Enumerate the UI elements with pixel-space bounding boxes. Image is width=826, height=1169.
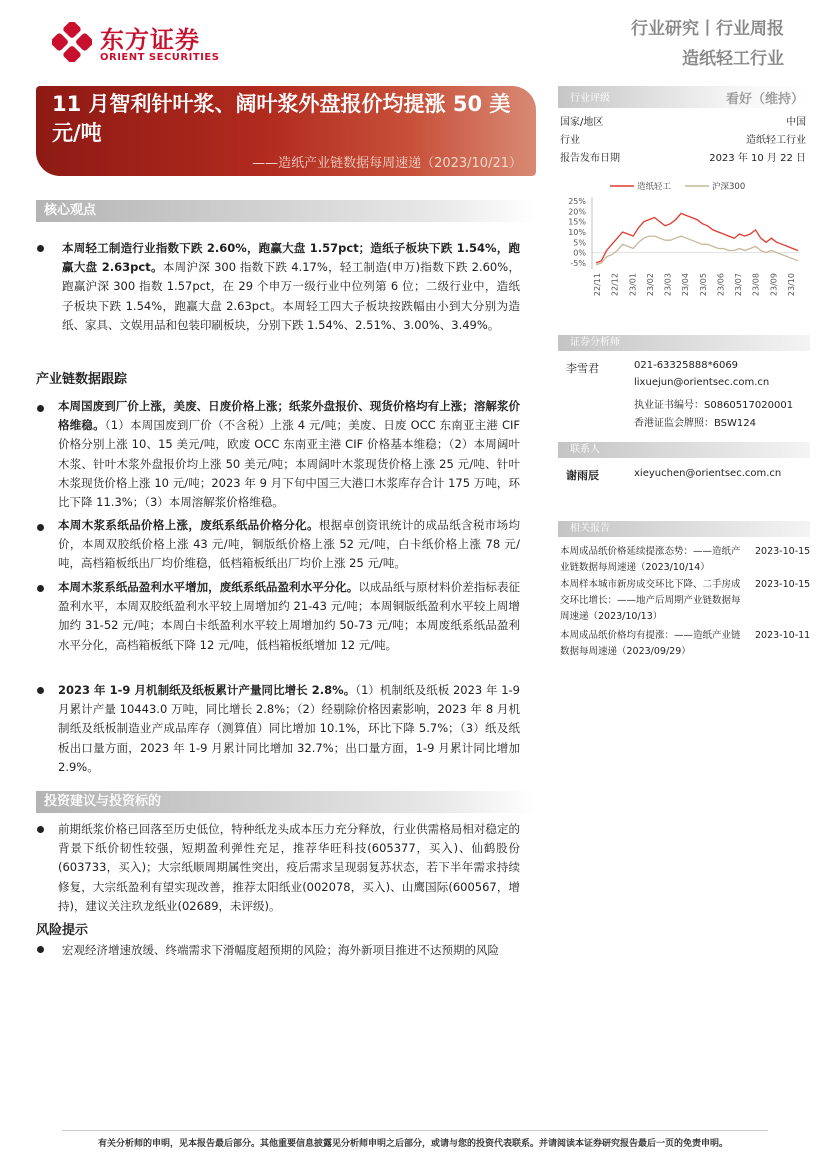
related-report-date: 2023-10-15 (755, 579, 811, 590)
legend-label: 造纸轻工 (637, 182, 672, 192)
risk-heading: 风险提示 (36, 923, 89, 938)
x-tick-label: 23/10 (787, 273, 796, 297)
analyst-cert: 执业证书编号：S0860517020001 (634, 400, 794, 411)
rating-value: 看好（维持） (725, 92, 804, 107)
analyst-bar: 证券分析师 (558, 335, 810, 351)
chain-item-4-text: （1）机制纸及纸板 2023 年 1-9 月累计产量 10443.0 万吨，同比增长 2.8%；（2）经剔除价格因素影响，2023 年 8 月机制纸及纸板制造业产成品库存（测算值）同比增加 10.1%，环比下降 5.7%；（3）纸及纸板出口量方面，2023 年 1-9 月累计同比增加 32.7%；出口量方面，1-9 月累计同比增加 2.9%。 (58, 683, 520, 774)
x-tick-label: 23/05 (698, 273, 708, 297)
x-tick-label: 23/06 (716, 273, 726, 297)
x-tick-label: 22/12 (610, 273, 620, 297)
report-subtitle: ——造纸产业链数据每周速递（2023/10/21） (252, 156, 522, 171)
index-performance-chart (560, 175, 810, 320)
chain-item-3-text: 以成品纸与原材料价差指标表征盈利水平，本周双胶纸盈利水平较上周增加约 21-43 元/吨；本周铜版纸盈利水平较上周增加约 31-52 元/吨；本周白卡纸盈利水平较上周增加约 50-73 元/吨；本周废纸系纸品盈利水平分化，高档箱板纸下降 12 元/吨，低档箱板纸增加 12 元/吨。 (58, 580, 521, 652)
brand-name: 东方证券 (100, 26, 200, 54)
core-lead: 本周轻工制造行业指数下跌 2.60%，跑赢大盘 1.57pct；造纸子板块下跌 1.54%，跑赢大盘 2.63pct。 (62, 241, 520, 275)
y-tick-label: 5% (573, 238, 586, 248)
x-tick-label: 23/08 (751, 273, 761, 297)
x-tick-label: 23/02 (645, 273, 655, 297)
section-core-view: 核心观点 (36, 200, 536, 222)
footer-divider (62, 1130, 768, 1131)
y-tick-label: 25% (568, 197, 586, 207)
chain-item-3 (58, 578, 520, 655)
y-tick-label: 10% (568, 227, 586, 237)
y-tick-label: -5% (570, 258, 586, 268)
analyst-email: lixuejun@orientsec.com.cn (634, 377, 770, 388)
section-investment: 投资建议与投资标的 (36, 791, 536, 813)
bullet-icon (37, 585, 44, 592)
legend-label: 沪深300 (712, 182, 746, 192)
bullet-icon (37, 687, 44, 694)
y-tick-label: 15% (568, 217, 586, 227)
chain-item-3-lead: 本周木浆系纸品盈利水平增加，废纸系纸品盈利水平分化。 (58, 580, 359, 594)
brand-name-en: ORIENT SECURITIES (100, 52, 220, 63)
chain-item-1-lead: 本周国废到厂价上涨，美废、日废价格上涨；纸浆外盘报价、现货价格均有上涨；溶解浆价格维稳。 (58, 399, 520, 433)
x-tick-label: 23/04 (681, 273, 691, 297)
x-tick-label: 23/09 (769, 273, 779, 297)
related-bar: 相关报告 (558, 521, 810, 537)
x-tick-label: 22/11 (593, 273, 602, 297)
bullet-icon (37, 524, 44, 531)
chain-item-2-lead: 本周木浆系纸品价格上涨，废纸系纸品价格分化。 (58, 518, 319, 532)
related-report-date: 2023-10-15 (755, 546, 811, 557)
related-report-date: 2023-10-11 (755, 630, 811, 641)
info-key: 报告发布日期 (560, 153, 620, 164)
x-tick-label: 23/07 (734, 273, 744, 297)
title-banner (36, 86, 536, 176)
report-type: 行业研究丨行业周报 (631, 19, 784, 39)
contact-email: xieyuchen@orientsec.com.cn (634, 468, 782, 479)
rating-bar (558, 86, 810, 108)
footer-disclaimer: 有关分析师的申明，见本报告最后部分。其他重要信息披露见分析师申明之后部分，或请与您的投资代表联系。并请阅读本证券研究报告最后一页的免责申明。 (97, 1139, 728, 1149)
analyst-hk-license: 香港证监会牌照：BSW124 (634, 418, 757, 429)
y-tick-label: 0% (573, 248, 586, 258)
bullet-icon (37, 826, 44, 833)
bullet-icon (37, 405, 44, 412)
chain-item-2-text: 根据卓创资讯统计的成品纸含税市场均价，本周双胶纸价格上涨 43 元/吨，铜版纸价格上涨 52 元/吨，白卡纸价格上涨 78 元/吨，高档箱板纸出厂均价维稳，低档箱板纸出厂均价上涨 25 元/吨。 (58, 518, 521, 571)
contact-bar: 联系人 (558, 442, 810, 458)
related-report-title[interactable]: 本周成品纸价格均有提涨：——造纸产业链数据每周速递（2023/09/29） (560, 630, 741, 657)
series-line-0 (596, 213, 798, 263)
info-key: 行业 (560, 135, 580, 146)
report-title: 11 月智利针叶浆、阔叶浆外盘报价均提涨 50 美元/吨 (52, 92, 511, 145)
x-tick-label: 23/01 (628, 273, 638, 297)
related-report-title[interactable]: 本周成品纸价格延续提涨态势：——造纸产业链数据每周速递（2023/10/14） (560, 546, 741, 573)
analyst-phone: 021-63325888*6069 (634, 360, 739, 371)
analyst-name: 李雪君 (566, 362, 599, 375)
bullet-icon (37, 946, 44, 953)
contact-name: 谢雨辰 (566, 469, 599, 482)
core-text: 本周沪深 300 指数下跌 4.17%，轻工制造(申万)指数下跌 2.60%，跑赢沪深 300 指数 1.57pct，在 29 个申万一级行业中位列第 6 位；二级行业中，造纸子板块下跌 1.54%，跑赢大盘 2.63pct。本周轻工四大子板块按跌幅由小到大分别为造纸、家具、文娱用品和包装印刷板块，分别下跌 1.54%、2.51%、3.00%、3.49%。 (62, 260, 520, 332)
core-paragraph (62, 239, 520, 335)
investment-paragraph: 前期纸浆价格已回落至历史低位，特种纸龙头成本压力充分释放，行业供需格局相对稳定的背景下纸价韧性较强，短期盈利弹性充足，推荐华旺科技(605377，买入)、仙鹤股份(603733，买入)；大宗纸顺周期属性突出，疫后需求呈现弱复苏状态，若下半年需求持续修复，大宗纸盈利有望实现改善，推荐太阳纸业(002078，买入)、山鹰国际(600567，增持)，建议关注玖龙纸业(02689，未评级)。 (58, 822, 520, 913)
chain-item-2 (58, 516, 520, 574)
chain-item-4-lead: 2023 年 1-9 月机制纸及纸板累计产量同比增长 2.8%。 (58, 683, 356, 697)
related-report-title[interactable]: 本周样本城市新房成交环比下降、二手房成交环比增长：——地产后周期产业链数据每周速递（2023/10/13） (560, 579, 741, 622)
logo-icon (52, 22, 92, 62)
info-value: 中国 (786, 117, 806, 128)
chain-item-4 (58, 681, 520, 777)
info-value: 2023 年 10 月 22 日 (709, 153, 806, 164)
bullet-icon (37, 245, 44, 252)
report-industry: 造纸轻工行业 (682, 49, 784, 69)
info-value: 造纸轻工行业 (746, 135, 806, 146)
info-key: 国家/地区 (560, 117, 604, 128)
y-tick-label: 20% (568, 207, 586, 217)
x-tick-label: 23/03 (663, 273, 673, 297)
rating-label: 行业评级 (570, 93, 610, 104)
risk-paragraph: 宏观经济增速放缓、终端需求下滑幅度超预期的风险；海外新项目推进不达预期的风险 (62, 943, 499, 957)
chain-heading: 产业链数据跟踪 (36, 372, 128, 387)
chain-item-1 (58, 397, 520, 512)
chain-item-1-text: （1）本周国废到厂价（不含税）上涨 4 元/吨；美废、日废 OCC 东南亚主港 CIF 价格分别上涨 10、15 美元/吨，欧废 OCC 东南亚主港 CIF 价格基本维稳；（2）本周阔叶木浆、针叶木浆外盘报价均上涨 50 美元/吨；本周阔叶木浆现货价格上涨 25 元/吨、针叶木浆现货价格上涨 10 元/吨；2023 年 9 月下旬中国三大港口木浆库存合计 175 万吨，环比下降 11.3%；（3）本周溶解浆价格维稳。 (58, 418, 521, 510)
